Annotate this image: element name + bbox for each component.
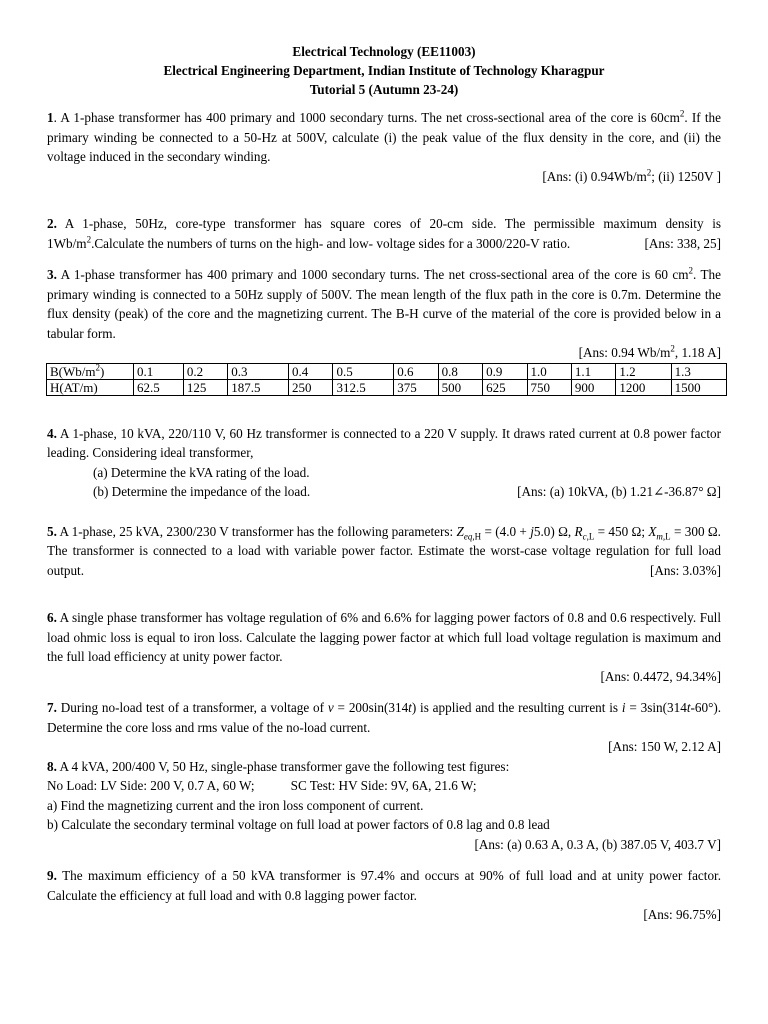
question-number: 7. xyxy=(47,700,57,715)
b-value-cell: 0.3 xyxy=(228,363,289,379)
h-value-cell: 312.5 xyxy=(333,379,394,395)
question-4-part-a: (a) Determine the kVA rating of the load. xyxy=(93,464,310,480)
h-value-cell: 500 xyxy=(438,379,482,395)
h-value-cell: 62.5 xyxy=(134,379,184,395)
question-3: 3. A 1-phase transformer has 400 primary and 1000 secondary turns. The net cross-sectional area of the core is 60 $cm^2$. The primary winding is connected to a 50Hz supply of 500V. The mean length of the flux path in the core is 0.7m. Determine the flux density (peak) of the core and the magnetizing current. The B-H curve of the material of the core is provided below in a tabular form. xyxy=(47,265,721,341)
h-value-cell: 750 xyxy=(527,379,571,395)
b-value-cell: 0.2 xyxy=(183,363,227,379)
document-header xyxy=(0,42,768,99)
h-value-cell: 125 xyxy=(183,379,227,395)
answer-8: [Ans: (a) 0.63 A, 0.3 A, (b) 387.05 V, 403.7 V] xyxy=(474,836,721,852)
b-value-cell: 0.5 xyxy=(333,363,394,379)
question-8-test-data: No Load: LV Side: 200 V, 0.7 A, 60 W; SC Test: HV Side: 9V, 6A, 21.6 W; xyxy=(47,778,477,793)
b-value-cell: 0.1 xyxy=(134,363,184,379)
question-number: 3. xyxy=(47,267,57,282)
table-row xyxy=(47,363,727,379)
b-value-cell: 1.2 xyxy=(616,363,671,379)
question-number: 2. xyxy=(47,216,57,231)
question-4: 4. A 1-phase, 10 kVA, 220/110 V, 60 Hz transformer is connected to a 220 V supply. It draws rated current at 0.8 power factor leading. Considering ideal transformer, xyxy=(47,425,721,460)
b-value-cell: 1.1 xyxy=(571,363,615,379)
question-1: 1. A 1-phase transformer has 400 primary and 1000 secondary turns. The net cross-sectional area of the core is $60cm^2$. If the primary winding be connected to a 50-Hz at 500V, calculate (i) the peak value of the flux density in the core, and (ii) the voltage induced in the secondary winding. xyxy=(47,108,721,164)
answer-6: [Ans: 0.4472, 94.34%] xyxy=(600,668,721,684)
h-value-cell: 1500 xyxy=(671,379,726,395)
answer-9: [Ans: 96.75%] xyxy=(643,907,721,922)
b-value-cell: 1.3 xyxy=(671,363,726,379)
b-value-cell: 0.6 xyxy=(394,363,438,379)
table-row xyxy=(47,379,727,395)
question-5: 5. A 1-phase, 25 kVA, 2300/230 V transformer has the following parameters: $Z_{eq,H} = (4.0 + j5.0)$ Ω, $R_{c,L} = 450$ Ω; $X_{m,L} = 300$ Ω. The transformer is connected to a load with variable power factor. Estimate the worst-case voltage regulation for full load output. [Ans: 3.03%] xyxy=(47,522,721,581)
department-name: Electrical Engineering Department, Indian Institute of Technology Kharagpur xyxy=(163,63,605,78)
question-number: 1 xyxy=(47,110,54,125)
b-value-cell: 0.4 xyxy=(289,363,333,379)
b-value-cell: 0.8 xyxy=(438,363,482,379)
questions xyxy=(47,108,721,925)
question-8-part-b: b) Calculate the secondary terminal voltage on full load at power factors of 0.8 lag and 0.8 lead xyxy=(47,817,550,832)
h-header-cell: H(AT/m) xyxy=(47,379,134,395)
question-6: 6. A single phase transformer has voltage regulation of 6% and 6.6% for lagging power factors of 0.8 and 0.6 respectively. Full load ohmic loss is equal to iron loss. Calculate the lagging power factor at which full load voltage regulation is maximum and the full load efficiency at unity power factor. xyxy=(47,610,721,664)
h-value-cell: 900 xyxy=(571,379,615,395)
answer-1: [Ans: (i) $0.94Wb/m^2$; (ii) 1250V ] xyxy=(542,167,721,184)
question-number: 5. xyxy=(47,523,57,539)
h-value-cell: 1200 xyxy=(616,379,671,395)
h-value-cell: 375 xyxy=(394,379,438,395)
answer-4: [Ans: (a) 10kVA, (b) 1.21∠-36.87° Ω] xyxy=(517,484,721,499)
question-number: 8. xyxy=(47,758,57,774)
tutorial-title: Tutorial 5 (Autumn 23-24) xyxy=(309,82,459,97)
b-value-cell: 0.9 xyxy=(483,363,527,379)
h-value-cell: 625 xyxy=(483,379,527,395)
course-title: Electrical Technology (EE11003) xyxy=(292,44,476,59)
question-8-part-a: a) Find the magnetizing current and the iron loss component of current. xyxy=(47,797,424,813)
answer-3: [Ans: 0.94 $Wb/m^2$, 1.18 A] xyxy=(578,343,721,360)
question-2: 2. A 1-phase, 50Hz, core-type transformer has square cores of 20-cm side. The permissible maximum density is $1Wb/m^2.Calculate$ the numbers of turns on the high- and low- voltage sides for a 3000/220-V ratio. [Ans: 338, 25] xyxy=(47,214,721,253)
answer-7: [Ans: 150 W, 2.12 A] xyxy=(608,739,721,754)
question-number: 6. xyxy=(47,610,57,625)
question-8: 8. A 4 kVA, 200/400 V, 50 Hz, single-phase transformer gave the following test figures: xyxy=(47,758,510,774)
question-number: 4. xyxy=(47,425,57,441)
question-9: 9. The maximum efficiency of a 50 kVA transformer is 97.4% and occurs at 90% of full load and at unity power factor. Calculate the efficiency at full load and with 0.8 lagging power factor. xyxy=(47,868,721,903)
h-value-cell: 250 xyxy=(289,379,333,395)
b-header-cell: $B(Wb/m^2)$ xyxy=(47,363,134,379)
question-4-part-b: (b) Determine the impedance of the load. [Ans: (a) 10kVA, (b) 1.21∠-36.87° Ω] xyxy=(47,482,721,502)
b-value-cell: 1.0 xyxy=(527,363,571,379)
answer-5: [Ans: 3.03%] xyxy=(649,562,721,578)
bh-table xyxy=(46,363,727,396)
question-7: 7. During no-load test of a transformer, a voltage of v = 200sin(314t) is applied and the resulting current is i = 3sin(314t-60°). Determine the core loss and rms value of the no-load current. xyxy=(47,700,722,735)
question-number: 9. xyxy=(47,868,57,883)
h-value-cell: 187.5 xyxy=(228,379,289,395)
answer-2: [Ans: 338, 25] xyxy=(644,235,721,251)
